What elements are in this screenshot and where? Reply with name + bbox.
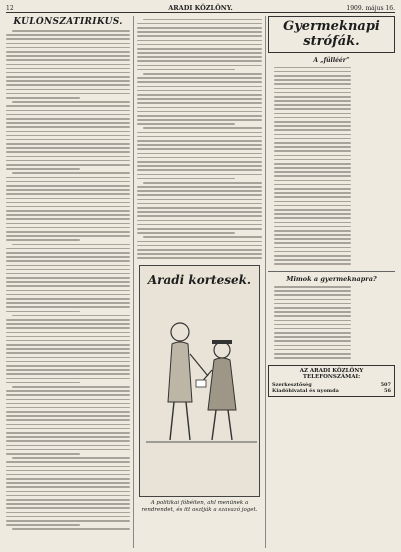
text-line — [137, 148, 262, 150]
text-line — [6, 47, 130, 49]
text-line — [6, 68, 130, 70]
text-line — [6, 227, 130, 229]
text-line — [6, 55, 130, 57]
text-line — [6, 436, 130, 438]
text-line — [6, 105, 130, 107]
newspaper-name: ARADI KÖZLÖNY. — [168, 4, 233, 12]
text-line — [6, 369, 130, 371]
text-line — [6, 306, 130, 308]
text-line — [143, 182, 262, 184]
text-line — [6, 84, 130, 86]
text-line — [274, 234, 351, 236]
text-line — [274, 340, 351, 342]
text-line — [137, 169, 262, 171]
text-line — [137, 178, 235, 180]
text-line — [137, 40, 262, 42]
text-line — [137, 144, 262, 146]
text-line — [274, 242, 351, 244]
text-line — [137, 211, 262, 213]
text-line — [6, 520, 130, 522]
text-line — [6, 235, 130, 237]
text-line — [143, 127, 262, 129]
text-line — [6, 38, 130, 40]
text-line — [274, 357, 351, 359]
text-line — [6, 139, 130, 141]
ad-label: Szerkesztőség — [272, 381, 312, 388]
text-line — [6, 51, 130, 53]
text-line — [274, 205, 351, 207]
text-line — [6, 524, 80, 526]
text-line — [274, 134, 351, 136]
section-title: KÜLÖNSZATIRIKUS. — [13, 17, 123, 27]
text-line — [6, 285, 130, 287]
poem-verses — [268, 67, 395, 265]
text-line — [274, 104, 351, 106]
text-line — [6, 281, 130, 283]
text-line — [274, 88, 351, 90]
text-line — [137, 228, 262, 230]
text-line — [274, 290, 351, 292]
text-line — [274, 150, 351, 152]
text-line — [274, 121, 351, 123]
text-line — [6, 357, 130, 359]
text-line — [137, 207, 262, 209]
text-line — [274, 324, 351, 326]
text-line — [6, 151, 130, 153]
text-line — [137, 241, 262, 243]
ad-value: 507 — [380, 381, 391, 388]
text-line — [137, 35, 262, 37]
text-line — [6, 445, 130, 447]
text-line — [6, 503, 130, 505]
text-line — [6, 294, 130, 296]
text-line — [6, 507, 130, 509]
text-line — [6, 198, 130, 200]
text-line — [137, 190, 262, 192]
text-line — [6, 327, 130, 329]
text-line — [274, 167, 351, 169]
text-line — [6, 466, 130, 468]
text-line — [6, 516, 130, 518]
text-line — [12, 528, 130, 530]
text-line — [6, 290, 130, 292]
header-rule — [6, 12, 395, 13]
text-line — [137, 194, 262, 196]
text-line — [137, 224, 262, 226]
text-line — [274, 71, 351, 73]
text-line — [6, 34, 130, 36]
text-line — [6, 390, 130, 392]
text-line — [6, 428, 130, 430]
issue-date: 1909. május 16. — [346, 5, 395, 12]
text-line — [6, 432, 130, 434]
text-line — [274, 303, 351, 305]
text-line — [6, 394, 130, 396]
text-line — [137, 119, 262, 121]
text-line — [143, 236, 262, 238]
text-line — [6, 97, 80, 99]
text-line — [6, 407, 130, 409]
text-line — [6, 470, 130, 472]
text-line — [137, 48, 262, 50]
text-line — [6, 332, 130, 334]
text-line — [274, 353, 351, 355]
text-line — [274, 146, 351, 148]
text-line — [6, 76, 130, 78]
text-line — [6, 336, 130, 338]
text-line — [274, 75, 351, 77]
column-divider — [265, 16, 266, 548]
text-line — [274, 129, 351, 131]
text-line — [274, 83, 351, 85]
telephone-advertisement — [268, 365, 395, 397]
text-line — [6, 189, 130, 191]
text-line — [6, 260, 130, 262]
text-line — [137, 161, 262, 163]
column-middle — [137, 16, 262, 548]
text-line — [6, 252, 130, 254]
text-line — [6, 323, 130, 325]
text-line — [274, 315, 351, 317]
text-line — [274, 294, 351, 296]
text-line — [6, 365, 130, 367]
text-line — [137, 107, 262, 109]
text-line — [6, 411, 130, 413]
text-line — [137, 69, 235, 71]
text-line — [137, 23, 262, 25]
text-line — [143, 73, 262, 75]
text-line — [137, 245, 262, 247]
text-line — [6, 110, 130, 112]
text-line — [6, 269, 130, 271]
text-line — [274, 226, 351, 228]
text-line — [274, 263, 351, 265]
text-line — [12, 386, 130, 388]
text-line — [137, 115, 262, 117]
text-line — [6, 147, 130, 149]
text-line — [6, 177, 130, 179]
text-line — [274, 155, 351, 157]
text-line — [6, 495, 130, 497]
text-line — [274, 247, 351, 249]
text-line — [6, 114, 130, 116]
text-line — [137, 220, 262, 222]
text-line — [6, 143, 130, 145]
text-line — [6, 382, 80, 384]
cartoon-caption: A politikai fóbéiten, ahl menünek a rendrendet, és itt osztják a szavazó joget. — [141, 499, 258, 513]
text-line — [6, 340, 130, 342]
text-line — [137, 86, 262, 88]
text-line — [274, 345, 351, 347]
text-line — [137, 123, 235, 125]
text-line — [274, 92, 351, 94]
text-line — [274, 336, 351, 338]
text-line — [12, 244, 130, 246]
text-line — [137, 215, 262, 217]
text-line — [274, 209, 351, 211]
text-line — [6, 403, 130, 405]
text-line — [12, 101, 130, 103]
cartoon-title: Aradi kortesek. — [147, 272, 252, 287]
text-line — [6, 344, 130, 346]
text-line — [6, 378, 130, 380]
text-line — [274, 217, 351, 219]
text-line — [6, 302, 130, 304]
text-line — [274, 230, 351, 232]
text-line — [274, 113, 351, 115]
text-line — [6, 239, 80, 241]
text-line — [6, 126, 130, 128]
text-line — [137, 90, 262, 92]
text-line — [6, 223, 130, 225]
article-body — [137, 19, 262, 259]
text-line — [6, 89, 130, 91]
text-line — [6, 311, 80, 313]
text-line — [274, 255, 351, 257]
text-line — [6, 210, 130, 212]
text-line — [274, 307, 351, 309]
text-line — [6, 185, 130, 187]
text-line — [137, 249, 262, 251]
text-line — [274, 108, 351, 110]
text-line — [12, 172, 130, 174]
text-line — [274, 180, 351, 182]
text-line — [274, 192, 351, 194]
text-line — [137, 102, 262, 104]
text-line — [12, 315, 130, 317]
text-line — [6, 265, 130, 267]
text-line — [274, 222, 351, 224]
text-line — [137, 157, 262, 159]
text-line — [137, 60, 262, 62]
text-line — [6, 361, 130, 363]
text-line — [6, 72, 130, 74]
ad-title: AZ ARADI KÖZLÖNY TELEFONSZÁMAI: — [299, 367, 364, 380]
text-line — [274, 332, 351, 334]
text-line — [6, 277, 130, 279]
text-line — [137, 232, 235, 234]
text-line — [6, 214, 130, 216]
text-line — [137, 257, 262, 259]
text-line — [6, 482, 130, 484]
text-line — [6, 218, 130, 220]
text-line — [6, 424, 130, 426]
text-line — [6, 461, 130, 463]
text-line — [137, 111, 262, 113]
text-line — [274, 188, 351, 190]
text-line — [274, 213, 351, 215]
text-line — [274, 175, 351, 177]
text-line — [6, 512, 130, 514]
text-line — [137, 52, 262, 54]
text-line — [137, 31, 262, 33]
text-line — [137, 56, 262, 58]
text-line — [274, 184, 351, 186]
text-line — [6, 156, 130, 158]
text-line — [274, 299, 351, 301]
text-line — [6, 319, 130, 321]
text-line — [137, 27, 262, 29]
text-line — [274, 142, 351, 144]
text-line — [274, 311, 351, 313]
text-line — [6, 491, 130, 493]
text-line — [137, 153, 262, 155]
text-line — [137, 186, 262, 188]
text-line — [6, 373, 130, 375]
text-line — [6, 131, 130, 133]
cartoon-drawing — [146, 292, 257, 490]
text-line — [274, 67, 351, 69]
text-line — [6, 43, 130, 45]
text-line — [6, 415, 130, 417]
text-line — [274, 125, 351, 127]
text-line — [6, 486, 130, 488]
text-line — [274, 251, 351, 253]
text-line — [6, 93, 130, 95]
text-line — [274, 286, 351, 288]
cartoon-illustration — [139, 265, 260, 497]
section-heading: Mimok a gyermeknapra? — [268, 271, 395, 283]
text-line — [6, 453, 80, 455]
text-line — [12, 30, 130, 32]
text-line — [6, 256, 130, 258]
column-right — [268, 16, 395, 548]
text-line — [274, 159, 351, 161]
text-line — [274, 79, 351, 81]
text-line — [6, 474, 130, 476]
text-line — [274, 96, 351, 98]
text-line — [6, 118, 130, 120]
text-line — [6, 273, 130, 275]
poem-title: Gyermeknapi strófák. — [268, 16, 395, 53]
text-line — [137, 132, 262, 134]
ad-row — [272, 388, 391, 394]
article-body — [6, 30, 130, 530]
text-line — [6, 193, 130, 195]
text-line — [274, 138, 351, 140]
text-line — [6, 419, 130, 421]
text-line — [137, 77, 262, 79]
text-line — [274, 320, 351, 322]
text-line — [274, 196, 351, 198]
text-line — [143, 19, 262, 21]
text-line — [137, 140, 262, 142]
text-line — [137, 98, 262, 100]
text-line — [137, 65, 262, 67]
text-line — [6, 206, 130, 208]
text-line — [274, 238, 351, 240]
text-line — [6, 164, 130, 166]
text-line — [274, 171, 351, 173]
text-line — [274, 259, 351, 261]
text-line — [6, 64, 130, 66]
ad-label: Kiadóhivatal és nyomda — [272, 387, 339, 394]
text-line — [6, 399, 130, 401]
text-line — [6, 352, 130, 354]
text-line — [137, 203, 262, 205]
text-line — [274, 328, 351, 330]
text-line — [12, 457, 130, 459]
text-line — [6, 59, 130, 61]
text-line — [6, 202, 130, 204]
text-line — [137, 174, 262, 176]
text-line — [137, 199, 262, 201]
text-line — [137, 94, 262, 96]
text-line — [137, 81, 262, 83]
text-line — [6, 348, 130, 350]
text-line — [6, 440, 130, 442]
text-line — [6, 122, 130, 124]
text-line — [274, 117, 351, 119]
text-line — [137, 136, 262, 138]
text-line — [274, 201, 351, 203]
text-line — [6, 160, 130, 162]
text-line — [6, 449, 130, 451]
text-line — [274, 163, 351, 165]
text-line — [6, 248, 130, 250]
poem-subtitle: A „fülléér” — [313, 57, 350, 64]
text-line — [274, 100, 351, 102]
text-line — [6, 135, 130, 137]
text-line — [137, 253, 262, 255]
text-line — [6, 181, 130, 183]
text-line — [274, 349, 351, 351]
text-line — [6, 298, 130, 300]
text-line — [137, 165, 262, 167]
text-line — [6, 168, 80, 170]
text-line — [6, 231, 130, 233]
column-divider — [133, 16, 134, 548]
column-left — [6, 16, 130, 548]
text-line — [6, 499, 130, 501]
page-number: 12 — [6, 5, 14, 12]
text-line — [137, 44, 262, 46]
ad-value: 56 — [384, 387, 391, 394]
poem-verses — [268, 286, 395, 359]
text-line — [6, 478, 130, 480]
text-line — [6, 80, 130, 82]
